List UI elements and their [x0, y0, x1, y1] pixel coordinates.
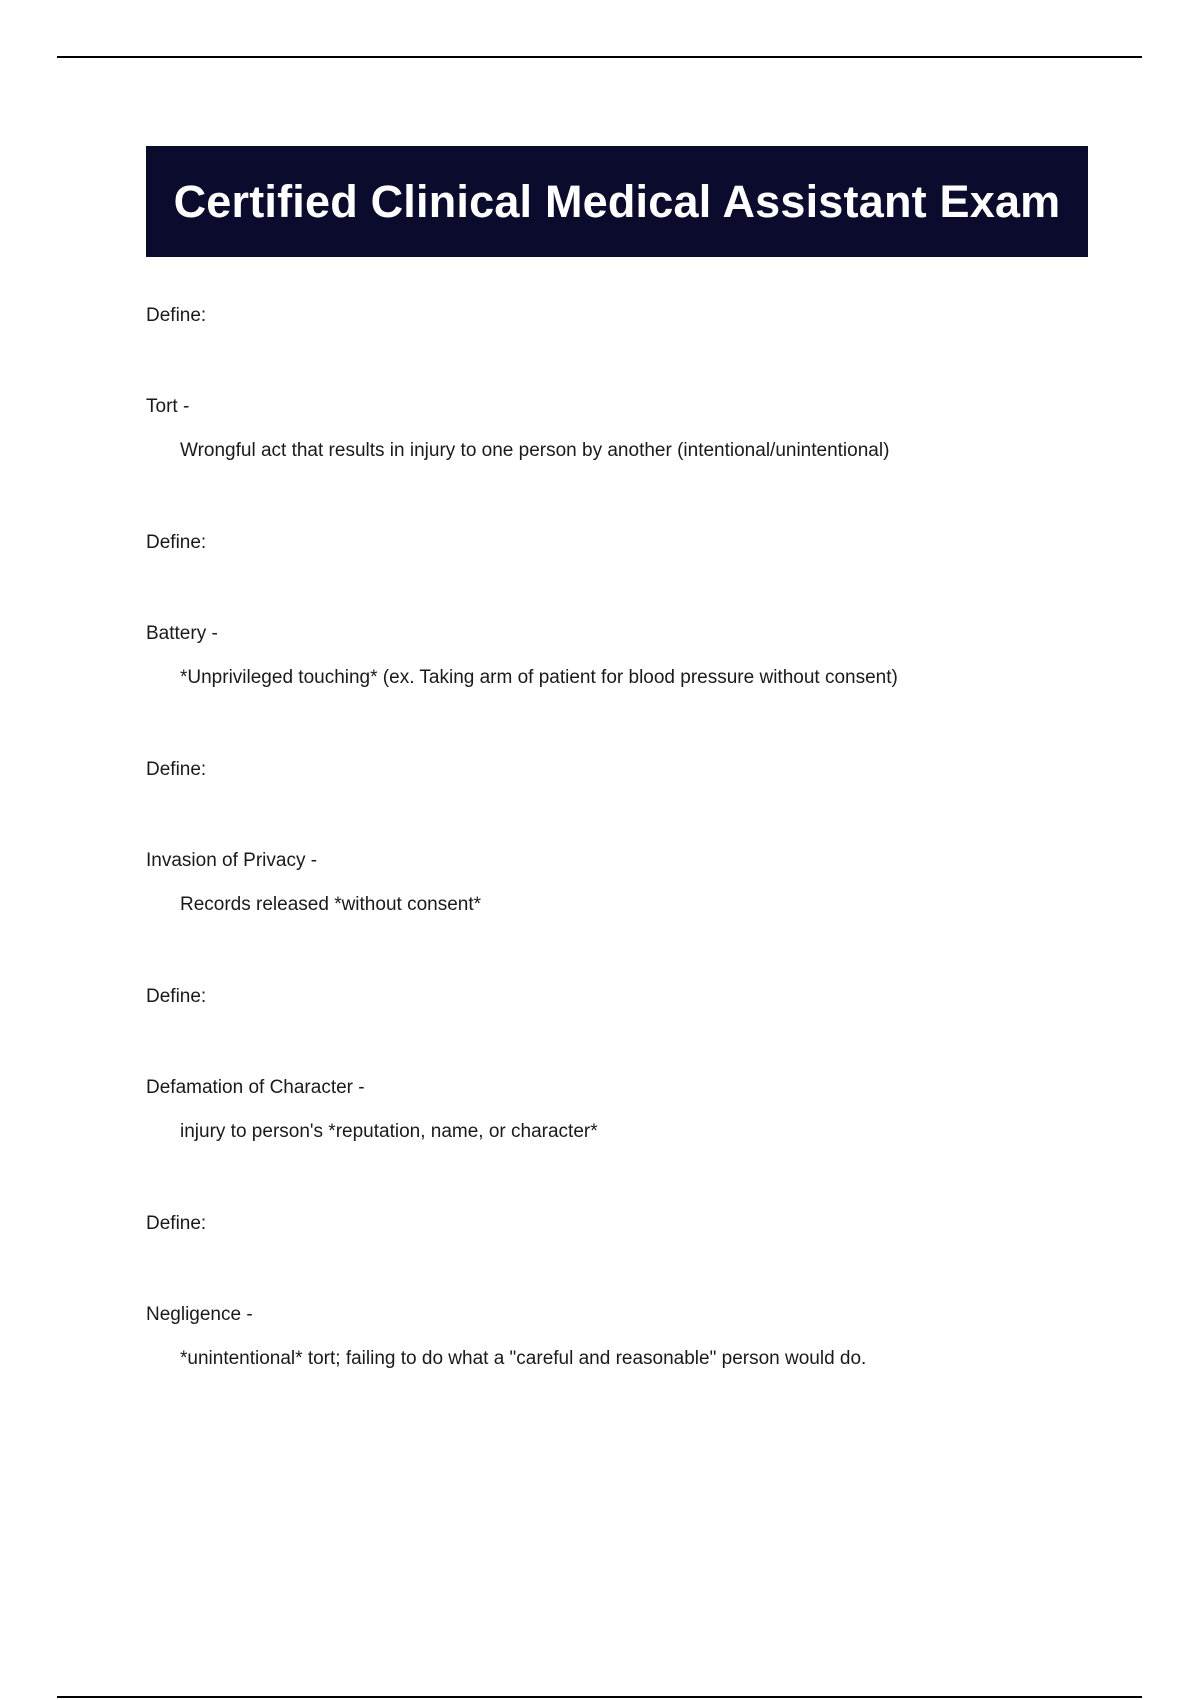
- entry-definition: *Unprivileged touching* (ex. Taking arm of patient for blood pressure without consent): [180, 667, 898, 688]
- entry-definition: injury to person's *reputation, name, or character*: [180, 1121, 598, 1142]
- entry-term: Tort -: [146, 396, 190, 417]
- entry-definition: *unintentional* tort; failing to do what a "careful and reasonable" person would do.: [180, 1348, 867, 1369]
- entry-term: Invasion of Privacy -: [146, 850, 318, 871]
- entry-prompt: Define:: [146, 1213, 207, 1234]
- flashcard-entry: [146, 1210, 1086, 1437]
- entry-definition: Wrongful act that results in injury to one person by another (intentional/unintentional): [180, 440, 890, 461]
- flashcard-entry: [146, 983, 1086, 1210]
- bottom-rule: [57, 1696, 1142, 1698]
- flashcard-entry: [146, 302, 1086, 529]
- title-banner: [146, 146, 1088, 257]
- entry-prompt: Define:: [146, 759, 207, 780]
- flashcard-list: [146, 302, 1086, 1437]
- entry-term: Battery -: [146, 623, 218, 644]
- flashcard-entry: [146, 529, 1086, 756]
- entry-prompt: Define:: [146, 305, 207, 326]
- entry-definition: Records released *without consent*: [180, 894, 482, 915]
- entry-term: Defamation of Character -: [146, 1077, 365, 1098]
- entry-prompt: Define:: [146, 532, 207, 553]
- document-title: Certified Clinical Medical Assistant Exam: [173, 175, 1061, 227]
- flashcard-entry: [146, 756, 1086, 983]
- top-rule: [57, 56, 1142, 58]
- entry-term: Negligence -: [146, 1304, 253, 1325]
- entry-prompt: Define:: [146, 986, 207, 1007]
